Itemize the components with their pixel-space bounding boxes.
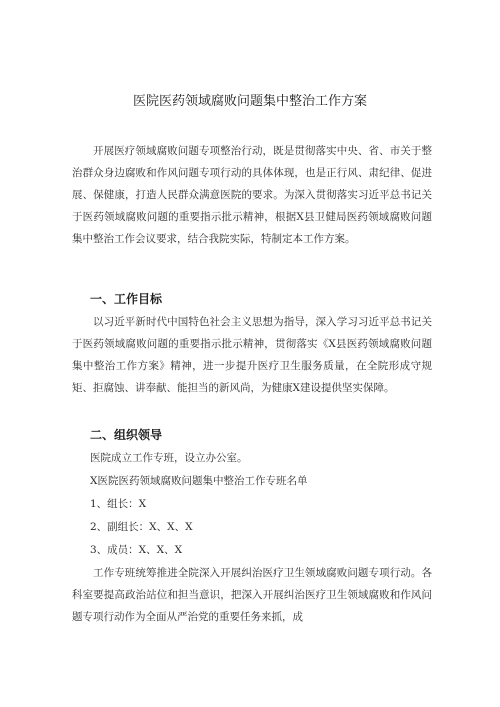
section-heading-goals: 一、工作目标	[90, 292, 163, 306]
section-heading-organization: 二、组织领导	[90, 428, 163, 442]
organization-paragraph: 工作专班统筹推进全院深入开展纠治医疗卫生领域腐败问题专项行动。各科室要提高政治站位和担当意识，把深入开展纠治医疗卫生领域腐败和作风问题专项行动作为全面从严治党的重要任务来抓，成	[72, 567, 432, 623]
team-list-title: X医院医药领域腐败问题集中整治工作专班名单	[90, 475, 308, 487]
team-members: 3、成员：X、X、X	[90, 544, 183, 556]
organization-line: 医院成立工作专班，设立办公室。	[90, 452, 248, 464]
intro-paragraph: 开展医疗领域腐败问题专项整治行动，既是贯彻落实中央、省、市关于整治群众身边腐败和作风问题专项行动的具体体现，也是正行风、肃纪律、促进展、保健康，打造人民群众满意医院的要求。为深入贯彻落实习近平总书记关于医药领域腐败问题的重要指示批示精神，根据X县卫健局医药领域腐败问题集中整治工作会议要求，结合我院实际，特制定本工作方案。	[72, 145, 432, 245]
team-leader: 1、组长：X	[90, 498, 147, 510]
goals-paragraph: 以习近平新时代中国特色社会主义思想为指导，深入学习习近平总书记关于医药领域腐败问题的重要指示批示精神，贯彻落实《X县医药领域腐败问题集中整治工作方案》精神，进一步提升医疗卫生服务质量，在全院形成守规矩、拒腐蚀、讲奉献、能担当的新风尚，为健康X建设提供坚实保障。	[72, 316, 432, 394]
document-title: 医院医药领域腐败问题集中整治工作方案	[132, 94, 367, 109]
team-deputy-leaders: 2、副组长：X、X、X	[90, 521, 193, 533]
